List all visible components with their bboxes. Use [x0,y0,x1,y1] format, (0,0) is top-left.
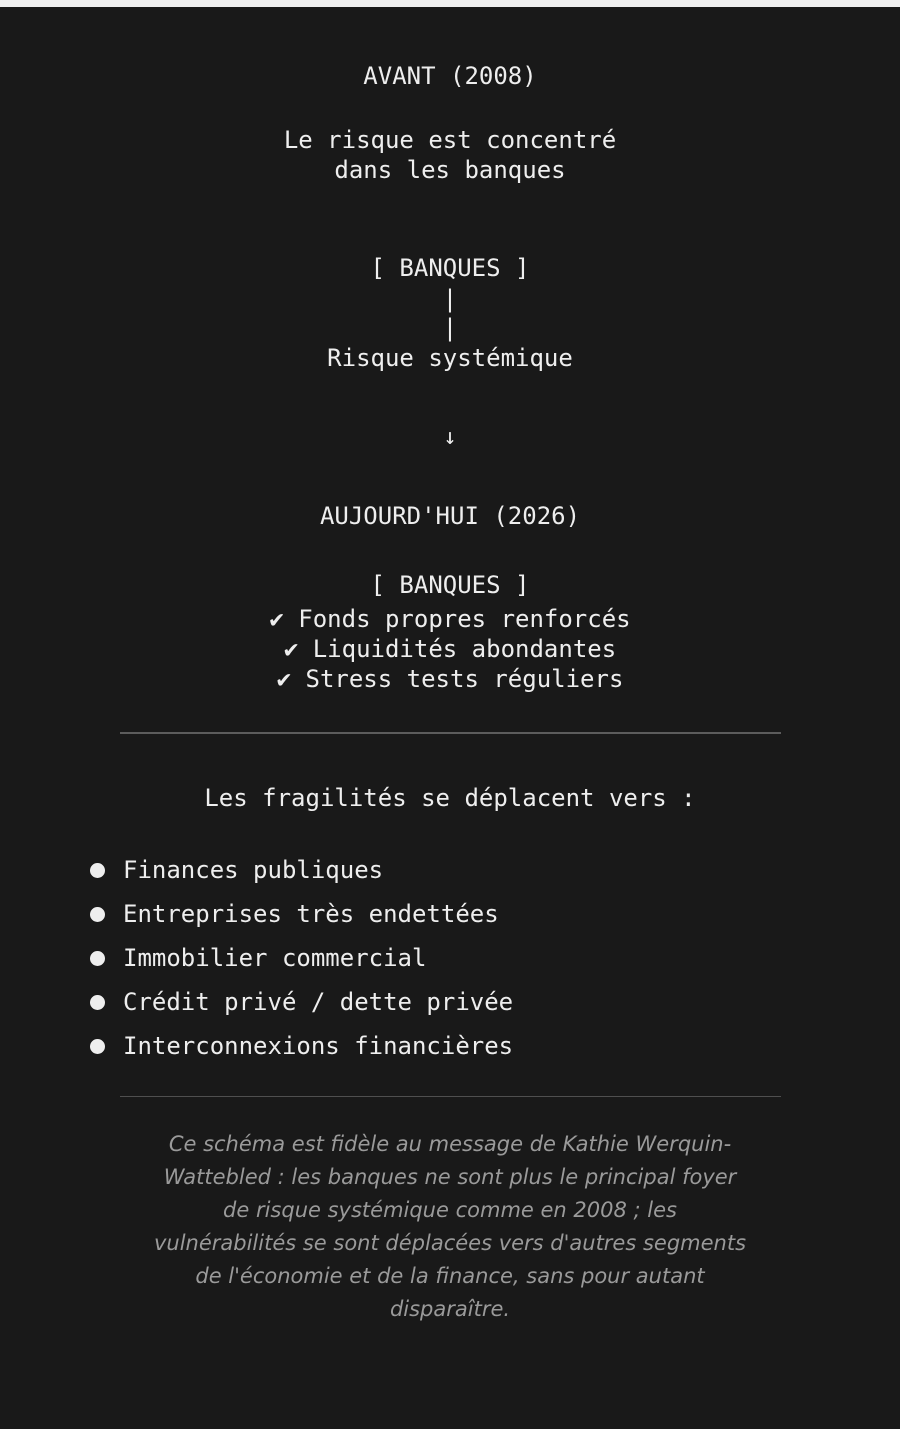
list-item [88,936,513,980]
list-item-label: Finances publiques [123,856,384,884]
systemic-risk-label: Risque systémique [327,344,573,372]
list-item-label: Interconnexions financières [123,1032,514,1060]
list-item [88,892,513,936]
fragilities-list [88,848,513,1068]
list-item-label: Crédit privé / dette privée [123,988,514,1016]
caption-text: Ce schéma est fidèle au message de Kathie Werquin-Wattebled : les banques ne sont plus le principal foyer de risque systémique comme en 2008 ; les vulnérabilités se sont déplacées vers d'autres segments de l'économie et de la finance, sans pour autant disparaître. [153,1132,747,1321]
top-strip [0,0,900,7]
check-item-capital: ✔ Fonds propres renforcés [269,605,631,633]
list-item [88,980,513,1024]
list-item-label: Entreprises très endettées [123,900,499,928]
before-title: AVANT (2008) [363,62,537,90]
bullet-icon [90,1039,105,1054]
list-item [88,848,513,892]
before-banks-box: [ BANQUES ] [370,254,530,282]
after-banks-box: [ BANQUES ] [370,571,530,599]
after-title: AUJOURD'HUI (2026) [319,502,581,530]
divider-top [120,732,781,734]
bullet-icon [90,907,105,922]
check-item-stress-tests: ✔ Stress tests réguliers [276,665,624,693]
connector-line-2: | [442,314,458,342]
list-item [88,1024,513,1068]
bullet-icon [90,951,105,966]
bullet-icon [90,995,105,1010]
before-subtitle-line1: Le risque est concentré [283,126,617,154]
down-arrow-icon: ↓ [443,425,457,450]
bullet-icon [90,863,105,878]
divider-bottom [120,1096,781,1097]
shift-heading: Les fragilités se déplacent vers : [204,784,696,812]
before-subtitle-line2: dans les banques [334,156,566,184]
list-item-label: Immobilier commercial [123,944,427,972]
check-item-liquidity: ✔ Liquidités abondantes [283,635,617,663]
connector-line-1: | [442,285,458,313]
